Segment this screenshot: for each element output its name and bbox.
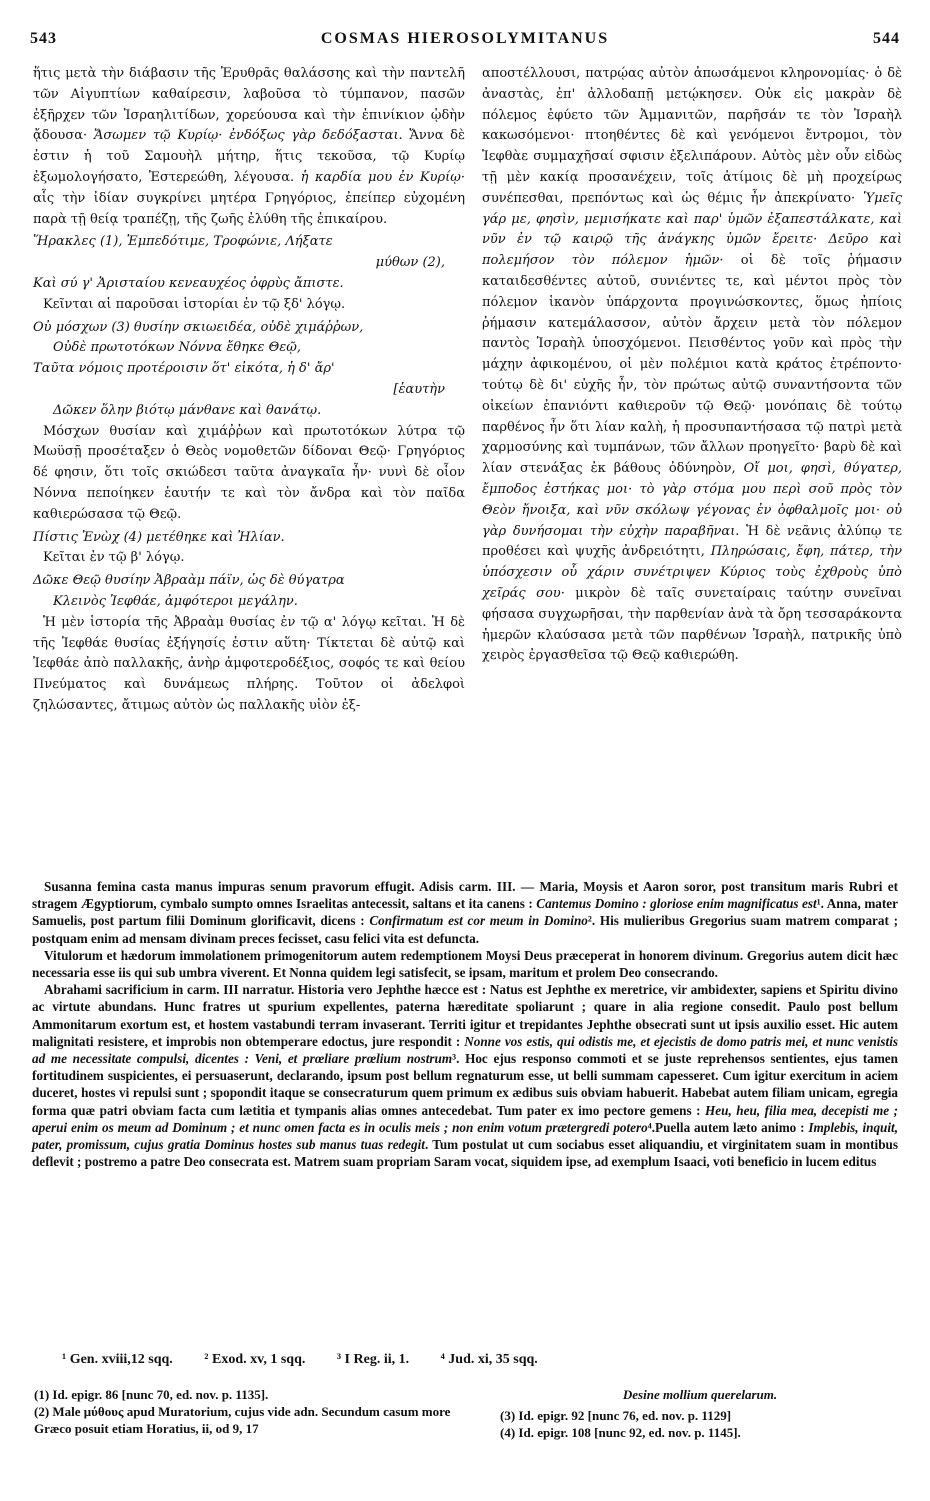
verse: Ἥρακλες (1), Ἐμπεδότιμε, Τροφώνιε, Λήξατε μύθων (2), Καὶ σύ γ' Ἀρισταίου κενεαυχέος ὀφρὺς ἄπιστε. xyxy=(33,234,445,291)
footnote: (1) Id. epigr. 86 [nunc 70, ed. nov. p. 1135]. xyxy=(34,1387,269,1402)
scripture-ref: ³ I Reg. ii, 1. xyxy=(336,1352,410,1367)
paragraph: Κεῖται ἐν τῷ β' λόγῳ. xyxy=(43,550,185,566)
verse: Πίστις Ἐνὼχ (4) μετέθηκε καὶ Ἠλίαν. xyxy=(33,529,285,545)
paragraph: Abrahami sacrificium in carm. III narratur. Historia vero Jephthe hæcce est : Natus est Jephthe ex meretrice, vir ambidexter, sapiens et Spiritu divino ac virtute abundans. Hunc fratres ut spurium expellentes, paterna hæreditate spoliarunt ; quare in alia regione consedit. Paulo post bellum Ammonitarum exortum est, et hostem vastabundi terram invaserant. Territi igitur et trepidantes Jephthe obsecrati sunt ut ipsis auxilio esset. Hic autem malignitati resistere, et improbis non obtemperare edoctus, jure respondit : Nonne vos estis, qui odistis me, et ejecistis de domo patris mei, et nunc venistis ad me necessitate compulsi, dicentes : Veni, et prœliare prœlium nostrum³. Hoc ejus responso commoti et se juste reprehensos sentientes, ejus tamen fortitudinem suspicientes, ei persuaserunt, declarando, ipsum post bellum regnaturum esse, ut belli summam capesseret. Cum igitur exercitum in aciem duceret, hostes vi repulsi sunt ; spopondit itaque se consecraturum quem primum ex ædibus suis obviam habuerit. Habebat autem filiam unicam, egregia forma quæ patri obviam facta cum lætitia et tympanis alias omnes antecedebat. Tum pater ex imo pectore gemens : Heu, heu, filia mea, decepisti me ; aperui enim os meum ad Dominum ; et nunc omen facta es in oculis meis ; non enim votum prætergredi potero⁴.Puella autem læto animo : Implebis, inquit, pater, promissum, cujus gratia Dominus hostes sub manus tuas redegit. Tum postulat ut cum sociabus esset aliquandiu, et virginitatem suam in montibus deflevit ; postremo a patre Deo consecrata est. Matrem suam propriam Saram vocat, siquidem ipse, ad exemplum Isaaci, voti beneficio in lucem editus xyxy=(32,982,899,1170)
scripture-references xyxy=(62,1352,898,1368)
footnotes-left xyxy=(34,1386,454,1437)
greek-column-right xyxy=(482,64,902,667)
paragraph: Vitulorum et hædorum immolationem primogenitorum autem redemptionem Moysi Deus præceperat in honorem divinum. Gregorius autem dicit hæc necessaria esse iis qui sub umbra viverent. Et Nonna quidem legi satisfecit, se ipsam, maritum et prolem Deo consecrando. xyxy=(32,947,898,981)
verse: Δῶκε Θεῷ θυσίην Ἀβραὰμ πάϊν, ὡς δὲ θύγατρα Κλεινὸς Ἰεφθάε, ἀμφότεροι μεγάλην. xyxy=(33,573,345,609)
footnotes-right xyxy=(500,1386,900,1441)
verse: Οὐ μόσχων (3) θυσίην σκιωειδέα, οὐδὲ χιμάῤῥων, Οὐδὲ πρωτοτόκων Νόννα ἔθηκε Θεῷ, Ταῦτα νόμοις προτέροισιν ὅτ' εἰκότα, ἡ δ' ἄρ' [ἑαυτὴν Δῶκεν ὅλην βιότῳ μάνθανε καὶ θανάτῳ. xyxy=(33,319,445,418)
page-number-right: 544 xyxy=(873,30,900,47)
paragraph: ἥτις μετὰ τὴν διάβασιν τῆς Ἐρυθρᾶς θαλάσσης καὶ τὴν παντελῆ τῶν Αἰγυπτίων καθαίρεσιν, λαβοῦσα τὸ τύμπανον, πασῶν ἐξῆρχεν τῶν Ἰσραηλιτίδων, χορεύουσα καὶ τὴν ἐπινίκιον ᾠδὴν ᾄδουσα· Ἄσωμεν τῷ Κυρίῳ· ἐνδόξως γὰρ δεδόξασται. Ἄννα δὲ ἐστιν ἡ τοῦ Σαμουὴλ μήτηρ, ἥτις τεκοῦσα, τῷ Κυρίῳ ἐξωμολογήσατο, Ἐστερεώθη, λέγουσα. ἡ καρδία μου ἐν Κυρίῳ· αἷς τὴν ἰδίαν συγκρίνει μητέρα Γρηγόριος, ἐπείπερ εὐχομένη παρὰ τῇ θείᾳ τραπέζῃ, τῆς ζωῆς ἐλύθη τῆς ἐπικαίρου. xyxy=(33,66,465,227)
greek-column-left xyxy=(33,64,465,717)
page-header xyxy=(30,30,900,56)
paragraph: Μόσχων θυσίαν καὶ χιμάῤῥων καὶ πρωτοτόκων λύτρα τῷ Μωϋσῇ προσέταξεν ὁ Θεὸς νομοθετῶν δίδοναι Θεῷ· Γρηγόριος δέ φησιν, ὅτι τοῖς σκιώδεσι ταῦτα ἀναγκαῖα ἦν· νυνὶ δὲ οἷον Νόννα πεποίηκεν ἑαυτήν τε καὶ τὸν ἄνδρα καὶ τὸν παῖδα καθιερώσασα τῷ Θεῷ. xyxy=(33,423,465,522)
paragraph: αποστέλλουσι, πατρῴας αὐτὸν ἀπωσάμενοι κληρονομίας· ὁ δὲ ἀναστὰς, ἐπ' ἀλλοδαπῇ μετῴκησεν. Οὐκ εἰς μακρὰν δὲ πόλεμος ἐφύετο τῶν Ἀμμανιτῶν, παρῆσάν τε τὸν Ἰσραὴλ κακωσόμενοι· πτοηθέντες δὲ καὶ γενόμενοι ἔντρομοι, τὸν Ἰεφθὰε συμμαχῆσαί σφισιν ἐξελιπάρουν. Αὐτὸς μὲν οὖν εἰδὼς τῇ μὲν κακίᾳ προσανέχειν, τοῖς ἀτίμοις δὲ μὴ προχείρως συνέπεσθαι, πρεπόντως καὶ ὡς θέμις ἦν ἀπεκρίνατο· Ὑμεῖς γάρ με, φησὶν, μεμισήκατε καὶ παρ' ὑμῶν ἐξαπεστάλκατε, καὶ νῦν ἐν τῷ καιρῷ τῆς ἀνάγκης ὑμῶν ἔρειτε· Δεῦρο καὶ πολεμήσον τὸν πόλεμον ἡμῶν· οἱ δὲ τοῖς ῥήμασιν καταιδεσθέντες αὐτοῦ, συνιέντες τε, καὶ μέντοι πρὸς τὸν πόλεμον ἱκανὸν ὑπάρχοντα προγινώσκοντες, ὅμως ἠπίοις ῥήμασιν κατεμάλασσον, αὐτὸν ἄρχειν μετὰ τὸν πόλεμον παντὸς Ἰσραὴλ ὑποσχόμενοι. Πεισθέντος γοῦν καὶ πρὸς τὴν μάχην ἀφικομένου, οἱ μὲν πολέμιοι κατὰ κράτος ἐτρέποντο· τούτῳ δὲ δι' εὐχῆς ἦν, τὸν πρώτως αὐτῷ συναντήσοντα τῶν οἰκείων ἐπανιόντι καθιεροῦν τῷ Θεῷ· μονόπαις δὲ τούτῳ παρθένος ἦν ὅτι λίαν καλὴ, ἡ προσυπαντήσασα τῷ πατρὶ μετὰ χαρμοσύνης καὶ τυμπάνων, τῶν ἄλλων προηγεῖτο· βαρὺ δὲ καὶ λίαν στενάξας ἐκ βάθους ὀδύνηρὸν, Οἴ μοι, φησὶ, θύγατερ, ἔμποδος ἐστήκας μοι· τὸ γὰρ στόμα μου περὶ σοῦ πρὸς τὸν Θεὸν ἤνοιξα, καὶ νῦν σκόλωψ γέγονας ἐν ὀφθαλμοῖς μοι· οὐ γὰρ δυνήσομαι τὴν εὐχὴν παραβῆναι. Ἡ δὲ νεᾶνις ἀλύπῳ τε προθέσει καὶ ψυχῆς ἀνδρειότητι, Πληρώσαις, ἔφη, πάτερ, τὴν ὑπόσχεσιν οὗ χάριν συνέτριψεν Κύριος τοὺς ἐχθροὺς ὑπὸ χεῖράς σου· μικρὸν δὲ ταῖς συνεταίραις ταύτην συνεῖναι φήσασα συγχωρῆσαι, τὴν παρθενίαν ἀνὰ τὰ ὄρη τεσσαράκοντα ἡμερῶν κλαύσασα μετὰ τῶν παρθένων Ἰσραὴλ, πατρικῆς ὑπὸ χειρὸς ἐργασθεῖσα τῷ Θεῷ καθιερώθη. xyxy=(482,66,902,664)
latin-translation xyxy=(32,878,898,1170)
page-number-left: 543 xyxy=(30,30,57,47)
footnote: (3) Id. epigr. 92 [nunc 76, ed. nov. p. 1129] xyxy=(500,1408,732,1423)
scripture-ref: ¹ Gen. xviii,12 sqq. xyxy=(62,1352,173,1367)
footnote: (2) Male μύθους apud Muratorium, cujus vide adn. Secundum casum more Græco posuit etiam Horatius, ii, od 9, 17 xyxy=(34,1404,451,1436)
paragraph: Ἡ μὲν ἱστορία τῆς Ἀβραὰμ θυσίας ἐν τῷ α' λόγῳ κεῖται. Ἡ δὲ τῆς Ἰεφθάε θυσίας ἐξήγησίς ἐστιν αὕτη· Τίκτεται δὲ αὐτῷ καὶ Ἰεφθάε ἀπὸ παλλακῆς, ἀνὴρ ἀμφοτεροδέξιος, σοφός τε καὶ θείου Πνεύματος καὶ δυνάμεως πλήρης. Τοῦτον οἱ ἀδελφοὶ ζηλώσαντες, ἄτιμως αὐτὸν ὡς παλλακῆς υἱὸν ἐξ- xyxy=(33,614,465,713)
paragraph: Susanna femina casta manus impuras senum pravorum effugit. Adisis carm. III. — Maria, Moysis et Aaron soror, post transitum maris Rubri et stragem Ægyptiorum, cymbalo sumpto omnes Israelitas antecessit, saltans et ita canens : Cantemus Domino : gloriose enim magnificatus est¹. Anna, mater Samuelis, post partum filii Dominum glorificavit, dicens : Confirmatum est cor meum in Domino². His mulieribus Gregorius suam matrem comparat ; postquam enim ad mensam divinam preces fecisset, casu felici vita est defuncta. xyxy=(32,879,898,946)
paragraph: Κεῖνται αἱ παροῦσαι ἱστορίαι ἐν τῷ ξδ' λόγῳ. xyxy=(43,296,346,312)
footnote: (4) Id. epigr. 108 [nunc 92, ed. nov. p. 1145]. xyxy=(500,1425,741,1440)
footnote-heading: Desine mollium querelarum. xyxy=(622,1387,778,1402)
scripture-ref: ² Exod. xv, 1 sqq. xyxy=(204,1352,306,1367)
running-title: COSMAS HIEROSOLYMITANUS xyxy=(320,30,610,47)
scripture-ref: ⁴ Jud. xi, 35 sqq. xyxy=(440,1352,538,1367)
